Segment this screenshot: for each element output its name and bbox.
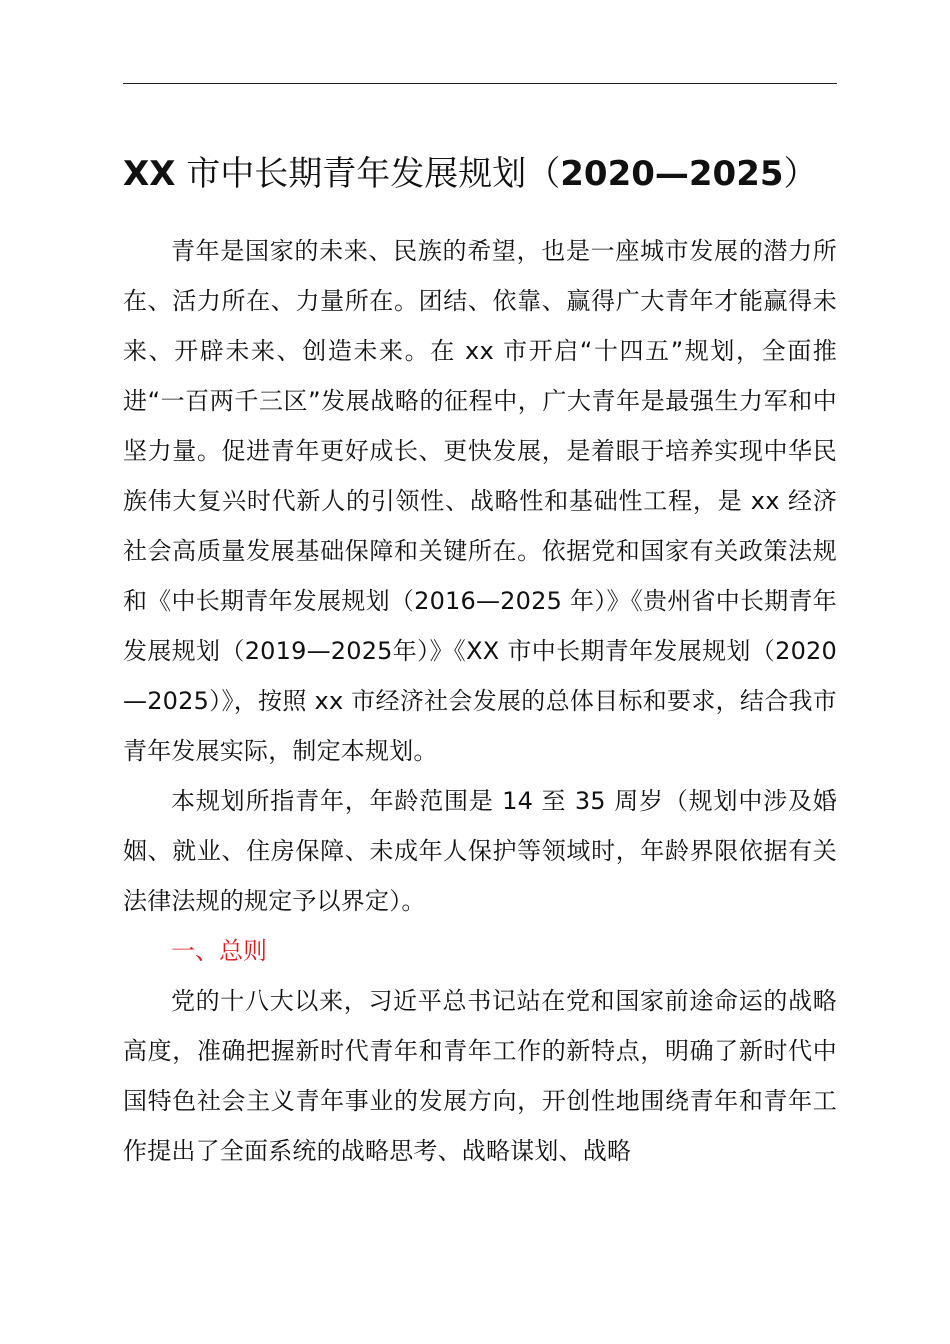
- document-body: [123, 226, 837, 1176]
- document-title: [123, 150, 883, 198]
- paragraph-general-principles: 党的十八大以来，习近平总书记站在党和国家前途命运的战略高度，准确把握新时代青年和青年工作的新特点，明确了新时代中国特色社会主义青年事业的发展方向，开创性地围绕青年和青年工作提出了全面系统的战略思考、战略谋划、战略: [123, 987, 837, 1165]
- title-years: 2020—2025: [560, 154, 784, 194]
- paragraph-age-range: 本规划所指青年，年龄范围是 14 至 35 周岁（规划中涉及婚姻、就业、住房保障、未成年人保护等领域时，年龄界限依据有关法律法规的规定予以界定）。: [123, 787, 837, 915]
- section-heading-general: 一、总则: [171, 937, 267, 965]
- paragraph-intro: 青年是国家的未来、民族的希望，也是一座城市发展的潜力所在、活力所在、力量所在。团结、依靠、赢得广大青年才能赢得未来、开辟未来、创造未来。在 xx 市开启“十四五”规划，全面推进“一百两千三区”发展战略的征程中，广大青年是最强生力军和中坚力量。促进青年更好成长、更快发展，是着眼于培养实现中华民族伟大复兴时代新人的引领性、战略性和基础性工程，是 xx 经济社会高质量发展基础保障和关键所在。依据党和国家有关政策法规和《中长期青年发展规划（2016—2025 年）》《贵州省中长期青年发展规划（2019—2025年）》《XX 市中长期青年发展规划（2020—2025）》，按照 xx 市经济社会发展的总体目标和要求，结合我市青年发展实际，制定本规划。: [123, 237, 837, 765]
- header-rule: [123, 83, 837, 84]
- title-prefix: XX: [123, 154, 176, 194]
- title-close: ）: [783, 154, 818, 194]
- title-main: 市中长期青年发展规划（: [186, 154, 561, 194]
